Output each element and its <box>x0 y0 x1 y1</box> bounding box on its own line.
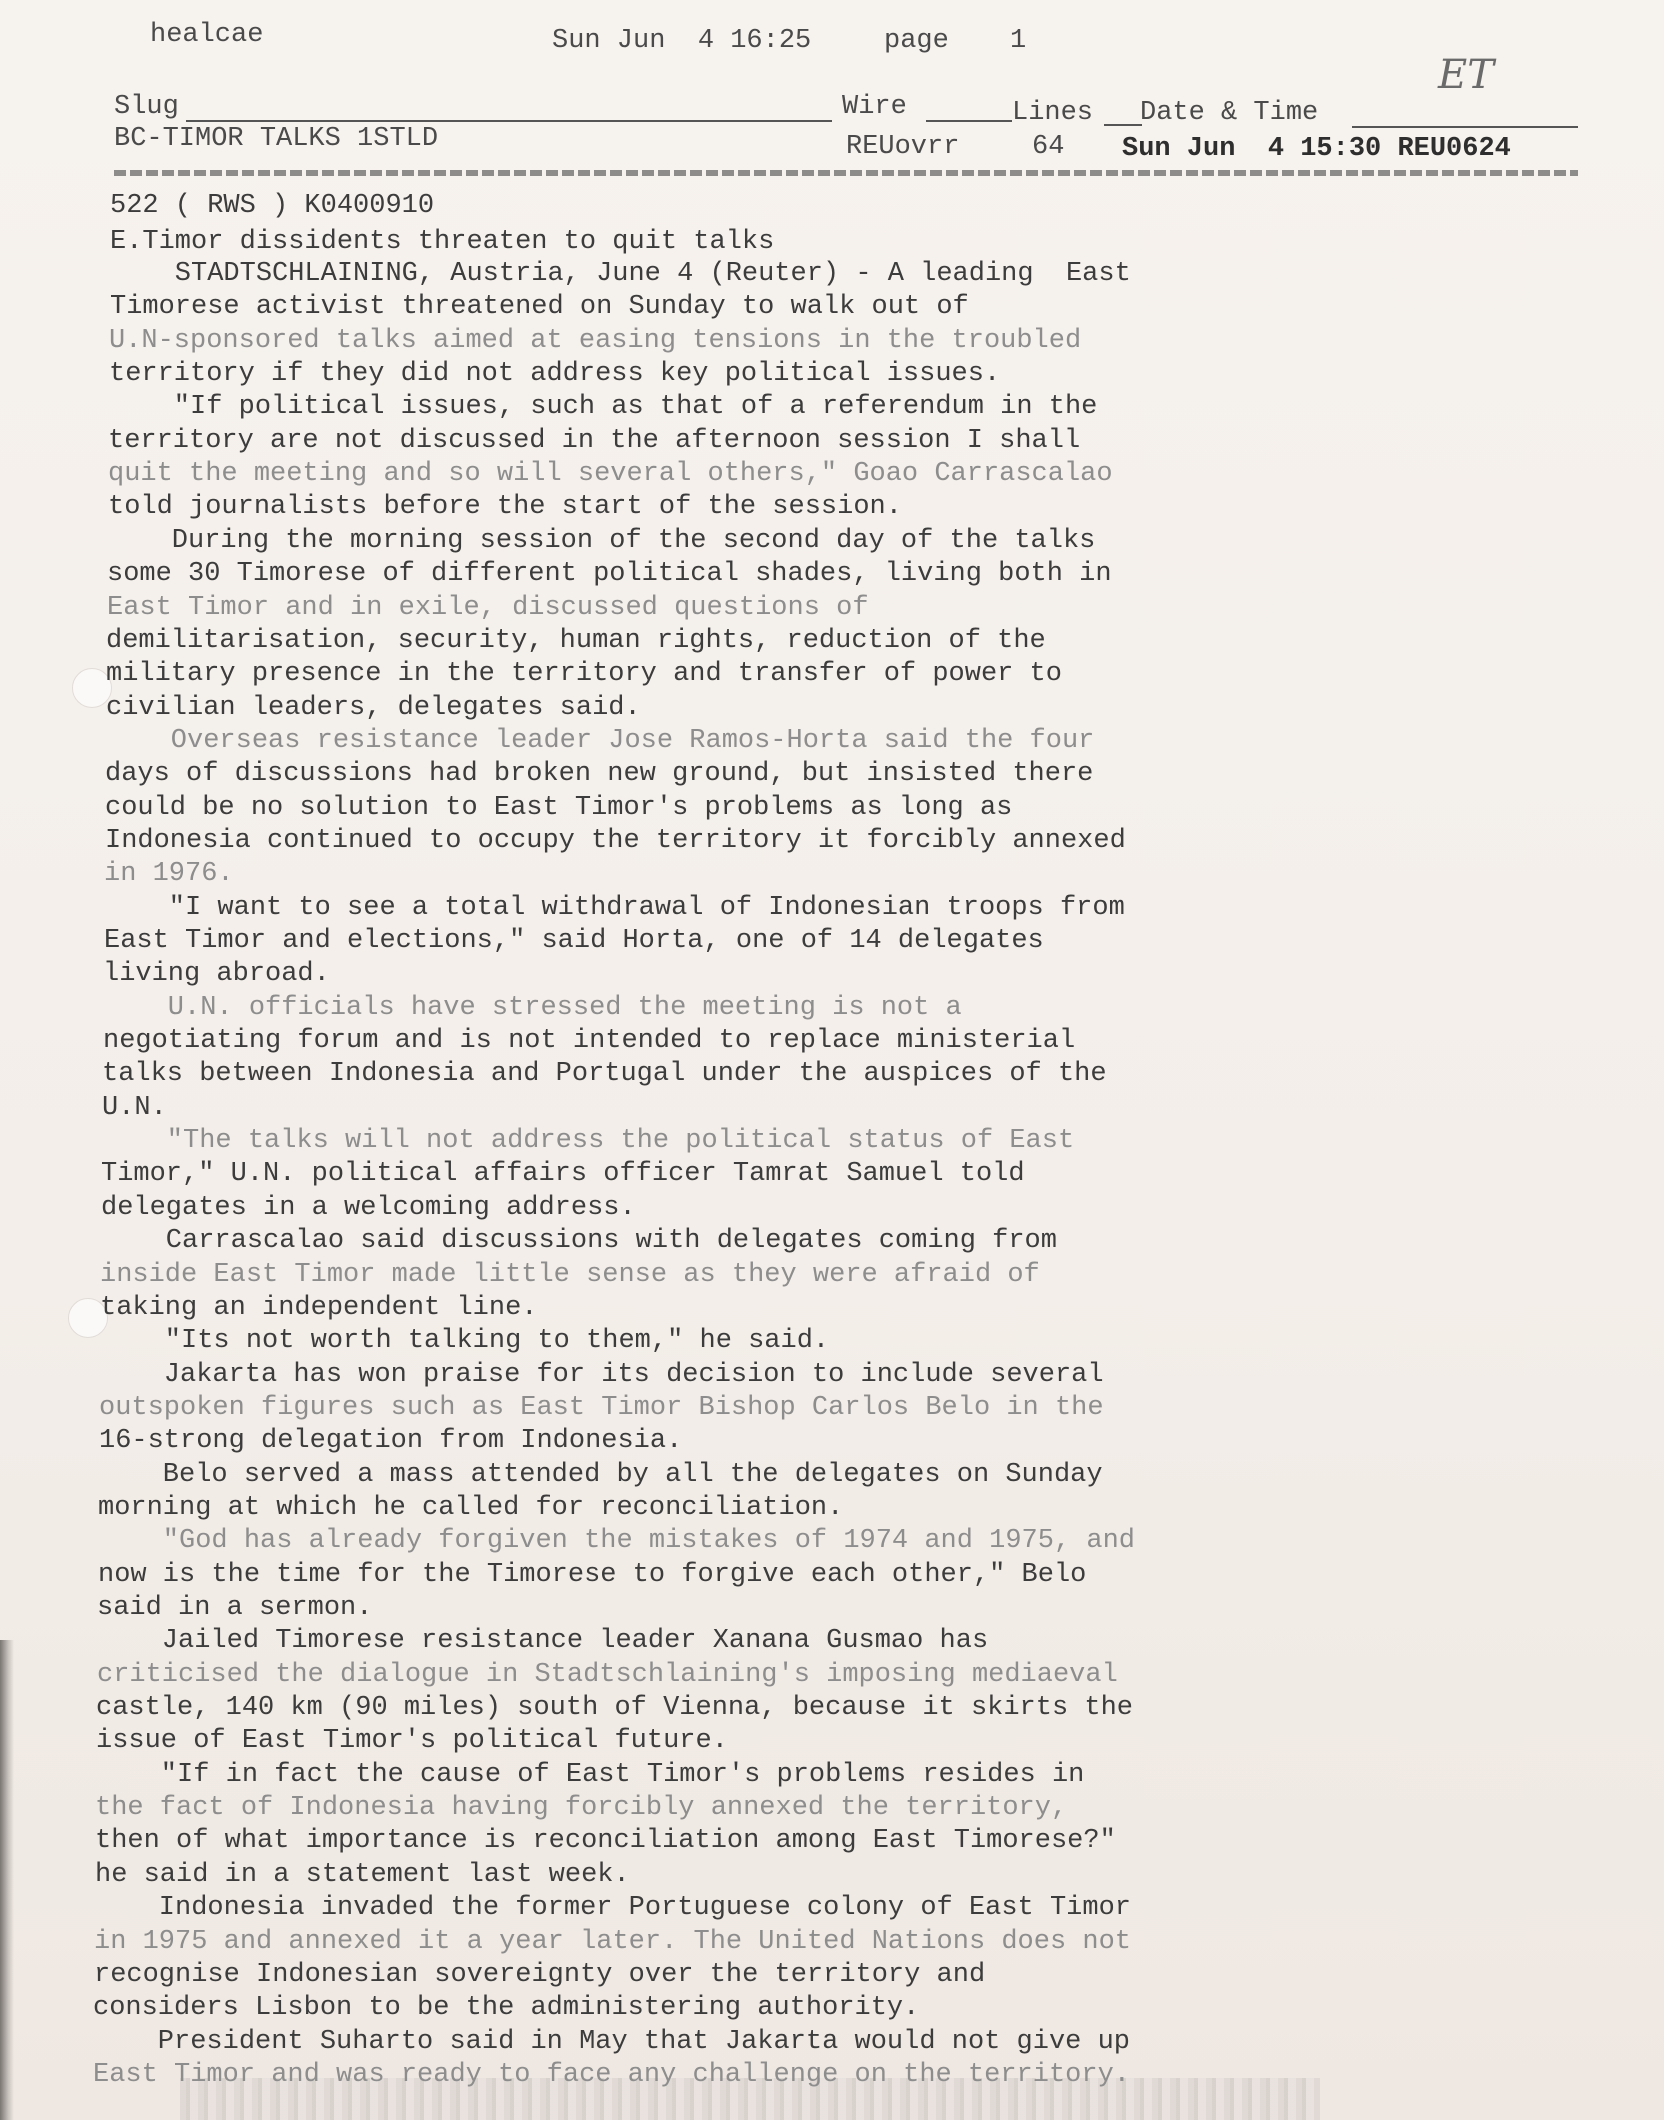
story-line: could be no solution to East Timor's problems as long as <box>105 793 1013 823</box>
story-line: then of what importance is reconciliation among East Timorese?" <box>95 1826 1116 1856</box>
page-label: page <box>884 26 949 56</box>
wire-label: Wire <box>842 92 907 122</box>
slug-label: Slug <box>114 92 179 122</box>
story-line: "The talks will not address the political status of East <box>102 1126 1075 1156</box>
lines-value: 64 <box>1032 132 1065 162</box>
story-line: STADTSCHLAINING, Austria, June 4 (Reuter) - A leading East <box>110 259 1131 289</box>
story-line: President Suharto said in May that Jakarta would not give up <box>93 2027 1130 2057</box>
story-line: Timorese activist threatened on Sunday to walk out of <box>110 292 969 322</box>
story-line: inside East Timor made little sense as they were afraid of <box>100 1260 1040 1290</box>
page-number: 1 <box>1010 26 1027 56</box>
story-line: East Timor and was ready to face any challenge on the territory. <box>93 2060 1130 2090</box>
story-line: Overseas resistance leader Jose Ramos-Horta said the four <box>106 726 1095 756</box>
lines-label: Lines <box>1012 98 1094 128</box>
story-line: "God has already forgiven the mistakes of 1974 and 1975, and <box>98 1526 1135 1556</box>
story-line: said in a sermon. <box>97 1593 373 1623</box>
date-time-label: Date & Time <box>1140 98 1319 128</box>
date-value: Sun Jun 4 15:30 REU0624 <box>1122 134 1511 164</box>
story-line: in 1975 and annexed it a year later. The United Nations does not <box>94 1927 1131 1957</box>
story-line: issue of East Timor's political future. <box>96 1726 728 1756</box>
wire-underline <box>926 120 1012 122</box>
story-line: "Its not worth talking to them," he said. <box>100 1326 830 1356</box>
story-line: East Timor and in exile, discussed questions of <box>107 593 869 623</box>
story-line: taking an independent line. <box>100 1293 538 1323</box>
story-line: living abroad. <box>103 959 330 989</box>
slug-underline <box>186 120 832 122</box>
story-line: negotiating forum and is not intended to replace ministerial <box>103 1026 1076 1056</box>
story-line: demilitarisation, security, human rights, reduction of the <box>106 626 1046 656</box>
story-line: "I want to see a total withdrawal of Indonesian troops from <box>104 893 1125 923</box>
wire-value: REUovrr <box>846 132 960 162</box>
story-line: the fact of Indonesia having forcibly annexed the territory, <box>95 1793 1068 1823</box>
story-line: in 1976. <box>104 859 234 889</box>
slug-value: BC-TIMOR TALKS 1STLD <box>114 124 439 154</box>
print-datetime: Sun Jun 4 16:25 <box>552 26 812 56</box>
story-line: Carrascalao said discussions with delegates coming from <box>101 1226 1057 1256</box>
story-line: delegates in a welcoming address. <box>101 1193 636 1223</box>
story-line: castle, 140 km (90 miles) south of Vienna, because it skirts the <box>96 1693 1133 1723</box>
headline: E.Timor dissidents threaten to quit talks <box>110 227 775 257</box>
story-line: he said in a statement last week. <box>95 1860 630 1890</box>
separator-rule <box>114 170 1578 176</box>
story-line: "If political issues, such as that of a referendum in the <box>109 392 1098 422</box>
story-line: Jailed Timorese resistance leader Xanana Gusmao has <box>97 1626 989 1656</box>
story-line: recognise Indonesian sovereignty over the territory and <box>94 1960 986 1990</box>
story-line: Indonesia continued to occupy the territory it forcibly annexed <box>105 826 1126 856</box>
lines-underline <box>1104 124 1142 126</box>
story-line: territory if they did not address key political issues. <box>109 359 1001 389</box>
story-line: 16-strong delegation from Indonesia. <box>99 1426 683 1456</box>
story-line: military presence in the territory and transfer of power to <box>106 659 1062 689</box>
story-line: "If in fact the cause of East Timor's problems resides in <box>96 1760 1085 1790</box>
handwritten-initials: ET <box>1438 52 1494 98</box>
story-line: civilian leaders, delegates said. <box>106 693 641 723</box>
story-line: morning at which he called for reconciliation. <box>98 1493 844 1523</box>
story-line: Belo served a mass attended by all the delegates on Sunday <box>98 1460 1103 1490</box>
story-line: quit the meeting and so will several others," Goao Carrascalao <box>108 459 1113 489</box>
story-line: outspoken figures such as East Timor Bishop Carlos Belo in the <box>99 1393 1104 1423</box>
story-line: Jakarta has won praise for its decision to include several <box>99 1360 1104 1390</box>
date-underline <box>1352 126 1578 128</box>
story-line: Indonesia invaded the former Portuguese colony of East Timor <box>94 1893 1131 1923</box>
print-user: healcae <box>150 20 264 50</box>
page-edge-shadow <box>0 1640 14 2120</box>
story-line: During the morning session of the second day of the talks <box>107 526 1096 556</box>
story-line: considers Lisbon to be the administering authority. <box>93 1993 920 2023</box>
story-line: criticised the dialogue in Stadtschlaining's imposing mediaeval <box>97 1660 1118 1690</box>
story-line: talks between Indonesia and Portugal under the auspices of the <box>102 1059 1107 1089</box>
story-id: 522 ( RWS ) K0400910 <box>110 191 435 221</box>
story-line: U.N. officials have stressed the meeting is not a <box>103 993 962 1023</box>
story-line: told journalists before the start of the session. <box>108 492 902 522</box>
story-line: U.N. <box>102 1093 167 1123</box>
story-line: Timor," U.N. political affairs officer Tamrat Samuel told <box>101 1159 1025 1189</box>
story-line: U.N-sponsored talks aimed at easing tensions in the troubled <box>109 326 1082 356</box>
story-line: East Timor and elections," said Horta, one of 14 delegates <box>104 926 1044 956</box>
story-line: territory are not discussed in the afternoon session I shall <box>108 426 1081 456</box>
story-line: now is the time for the Timorese to forgive each other," Belo <box>98 1560 1087 1590</box>
story-line: days of discussions had broken new ground, but insisted there <box>105 759 1094 789</box>
story-line: some 30 Timorese of different political shades, living both in <box>107 559 1112 589</box>
